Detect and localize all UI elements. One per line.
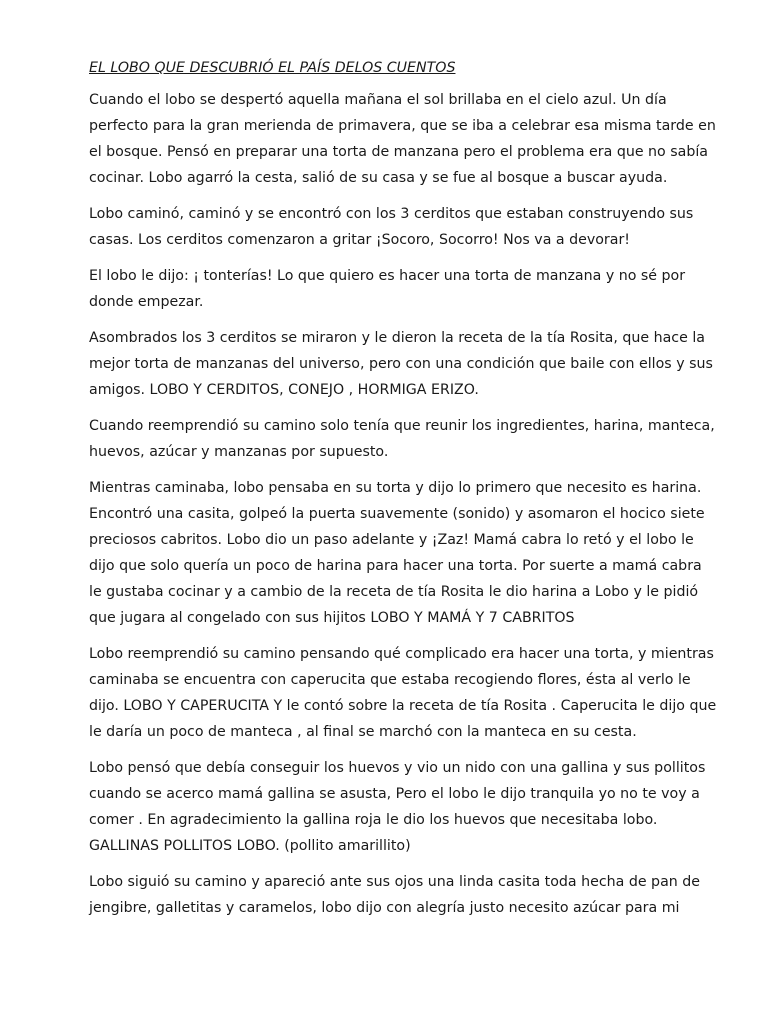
paragraph-6: Mientras caminaba, lobo pensaba en su torta y dijo lo primero que necesito es harina. Encontró una casita, golpeó la puerta suavemente (sonido) y asomaron el hocico siete preciosos cabritos. Lobo dio un paso adelante y ¡Zaz! Mamá cabra lo retó y el lobo le dijo que solo quería un poco de harina para hacer una torta. Por suerte a mamá cabra le gustaba cocinar y a cambio de la receta de tía Rosita le dio harina a Lobo y le pidió que jugara al congelado con sus hijitos LOBO Y MAMÁ Y 7 CABRITOS [89,480,705,626]
paragraph-7: Lobo reemprendió su camino pensando qué complicado era hacer una torta, y mientras caminaba se encuentra con caperucita que estaba recogiendo flores, ésta al verlo le dijo. LOBO Y CAPERUCITA Y le contó sobre la receta de tía Rosita . Caperucita le dijo que le daría un poco de manteca , al final se marchó con la manteca en su cesta. [89,646,717,740]
paragraph-5: Cuando reemprendió su camino solo tenía que reunir los ingredientes, harina, manteca, huevos, azúcar y manzanas por supuesto. [89,418,715,460]
paragraph-1: Cuando el lobo se despertó aquella mañana el sol brillaba en el cielo azul. Un día perfecto para la gran merienda de primavera, que se iba a celebrar esa misma tarde en el bosque. Pensó en preparar una torta de manzana pero el problema era que no sabía cocinar. Lobo agarró la cesta, salió de su casa y se fue al bosque a buscar ayuda. [89,92,716,186]
paragraph-3: El lobo le dijo: ¡ tonterías! Lo que quiero es hacer una torta de manzana y no sé por donde empezar. [89,268,686,310]
paragraph-2: Lobo caminó, caminó y se encontró con los 3 cerditos que estaban construyendo sus casas. Los cerditos comenzaron a gritar ¡Socoro, Socorro! Nos va a devorar! [89,206,694,248]
document-body [89,55,717,931]
paragraph-8: Lobo pensó que debía conseguir los huevos y vio un nido con una gallina y sus pollitos cuando se acerco mamá gallina se asusta, Pero el lobo le dijo tranquila yo no te voy a comer . En agradecimiento la gallina roja le dio los huevos que necesitaba lobo. GALLINAS POLLITOS LOBO. (pollito amarillito) [89,760,706,854]
paragraph-4: Asombrados los 3 cerditos se miraron y le dieron la receta de la tía Rosita, que hace la mejor torta de manzanas del universo, pero con una condición que baile con ellos y sus amigos. LOBO Y CERDITOS, CONEJO , HORMIGA ERIZO. [89,330,713,398]
document-title: EL LOBO QUE DESCUBRIÓ EL PAÍS DELOS CUENTOS [89,60,456,76]
paragraph-9: Lobo siguió su camino y apareció ante sus ojos una linda casita toda hecha de pan de jengibre, galletitas y caramelos, lobo dijo con alegría justo necesito azúcar para mi [89,874,700,916]
